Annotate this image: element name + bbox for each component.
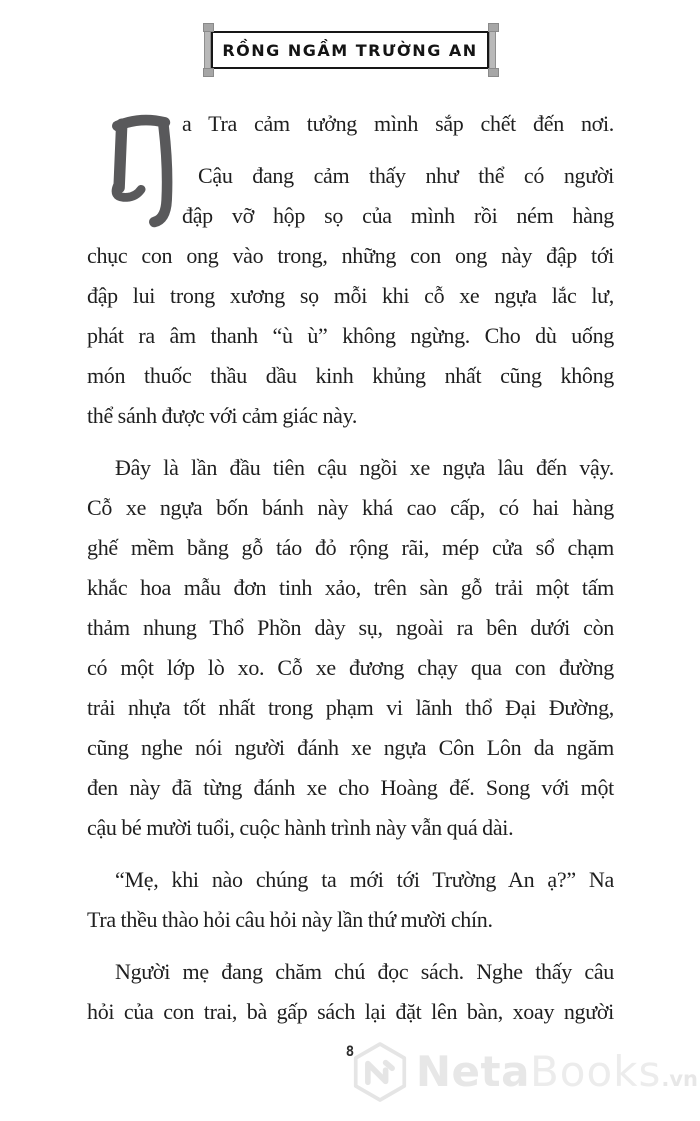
text-line: Tra thều thào hỏi câu hỏi này lần thứ mười chín.	[87, 907, 493, 932]
text-line: thể sánh được với cảm giác này.	[87, 403, 358, 428]
header-banner	[0, 24, 700, 76]
text-line: hỏi của con trai, bà gấp sách lại đặt lên bàn, xoay người	[87, 999, 614, 1024]
paragraph	[87, 860, 614, 940]
watermark-domain: .vn	[661, 1067, 698, 1091]
watermark-netabooks	[352, 1042, 698, 1102]
book-title: RỒNG NGẦM TRƯỜNG AN	[222, 40, 478, 60]
paragraph	[87, 952, 614, 1032]
text-line: đập lui trong xương sọ mỗi khi cỗ xe ngựa lắc lư,	[87, 283, 614, 308]
text-line: Cỗ xe ngựa bốn bánh này khá cao cấp, có hai hàng	[87, 495, 614, 520]
text-line: có một lớp lò xo. Cỗ xe đương chạy qua con đường	[87, 655, 614, 680]
paragraph	[87, 448, 614, 848]
text-line: “Mẹ, khi nào chúng ta mới tới Trường An ạ?” Na	[115, 867, 614, 892]
scroll-rod-left-icon	[204, 25, 211, 75]
watermark-text	[415, 1047, 698, 1096]
page-number: 8	[345, 1044, 355, 1060]
title-banner	[211, 31, 488, 69]
text-line: đen này đã từng đánh xe cho Hoàng đế. Song với một	[87, 775, 614, 800]
dropcap-letter-n-icon	[87, 104, 182, 236]
watermark-name-light: Books	[529, 1047, 662, 1096]
text-line: cũng nghe nói người đánh xe ngựa Côn Lôn da ngăm	[87, 735, 614, 760]
scroll-rod-right-icon	[489, 25, 496, 75]
text-line: Người mẹ đang chăm chú đọc sách. Nghe thấy câu	[115, 959, 614, 984]
text-line: khắc hoa mẫu đơn tinh xảo, trên sàn gỗ trải một tấm	[87, 575, 614, 600]
text-line: đập vỡ hộp sọ của mình rồi ném hàng	[182, 203, 614, 228]
text-line: trải nhựa tốt nhất trong phạm vi lãnh thổ Đại Đường,	[87, 695, 614, 720]
netabooks-hexagon-n-icon	[352, 1042, 408, 1102]
text-line: a Tra cảm tưởng mình sắp chết đến nơi.	[182, 111, 614, 136]
text-line: chục con ong vào trong, những con ong này đập tới	[87, 243, 614, 268]
text-line: thảm nhung Thổ Phồn dày sụ, ngoài ra bên dưới còn	[87, 615, 614, 640]
text-line: phát ra âm thanh “ù ù” không ngừng. Cho dù uống	[87, 323, 614, 348]
text-line: Đây là lần đầu tiên cậu ngồi xe ngựa lâu đến vậy.	[115, 455, 614, 480]
text-line: Cậu đang cảm thấy như thể có người	[198, 163, 614, 188]
text-line: ghế mềm bằng gỗ táo đỏ rộng rãi, mép cửa sổ chạm	[87, 535, 614, 560]
watermark-name-bold: Neta	[415, 1047, 530, 1096]
text-line: cậu bé mười tuổi, cuộc hành trình này vẫn quá dài.	[87, 815, 514, 840]
text-flow	[87, 104, 614, 1032]
text-line: món thuốc thầu dầu kinh khủng nhất cũng không	[87, 363, 614, 388]
